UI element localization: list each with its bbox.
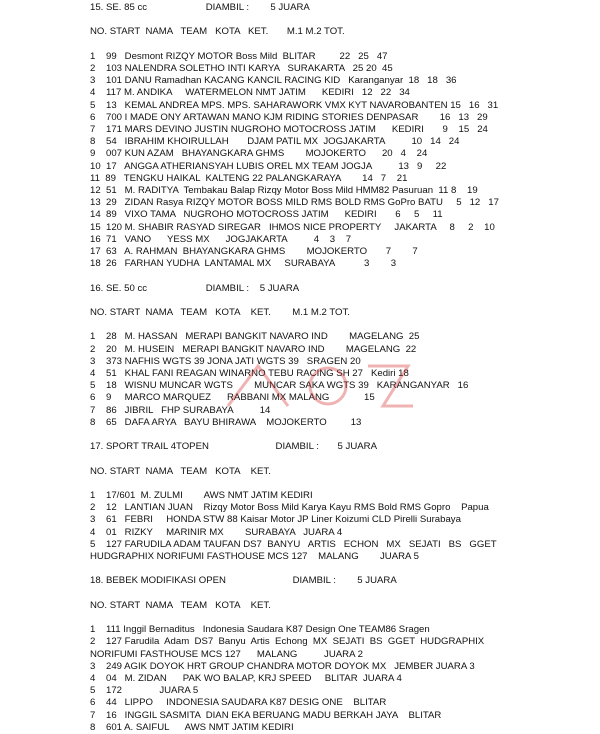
document-line: 1 111 Inggil Bernaditus Indonesia Saudara K87 Design One TEAM86 Sragen (90, 624, 430, 636)
document-line: NO. START NAMA TEAM KOTA KET. M.1 M.2 TOT. (90, 307, 350, 318)
document-line: 5 172 JUARA 5 (90, 685, 199, 697)
document-line: 1 28 M. HASSAN MERAPI BANGKIT NAVARO IND MAGELANG 25 (90, 331, 420, 343)
document-line: 18. BEBEK MODIFIKASI OPEN DIAMBIL : 5 JUARA (90, 575, 397, 587)
document-line: 2 12 LANTIAN JUAN Rizqy Motor Boss Mild Karya Kayu RMS Bold RMS Gopro Papua (90, 502, 489, 514)
document-line: 2 20 M. HUSEIN MERAPI BANGKIT NAVARO IND MAGELANG 22 (90, 343, 417, 355)
document-line: 7 16 INGGIL SASMITA DIAN EKA BERUANG MADU BERKAH JAYA BLITAR (90, 709, 442, 721)
document-line: 4 117 M. ANDIKA WATERMELON NMT JATIM KEDIRI 12 22 34 (90, 87, 410, 99)
document-line: 1 17/601 M. ZULMI AWS NMT JATIM KEDIRI (90, 490, 313, 501)
document-line: NO. START NAMA TEAM KOTA KET. (90, 465, 271, 477)
document-line: NO. START NAMA TEAM KOTA KET. M.1 M.2 TOT. (90, 26, 345, 38)
document-line: 11 89 TENGKU HAIKAL KALTENG 22 PALANGKARAYA 14 7 21 (90, 172, 408, 184)
document-line: 17 63 A. RAHMAN BHAYANGKARA GHMS MOJOKERTO 7 7 (90, 246, 418, 257)
document-line: 15. SE. 85 cc DIAMBIL : 5 JUARA (90, 2, 310, 13)
document-line: 8 54 IBRAHIM KHOIRULLAH DJAM PATIL MX JOGJAKARTA 10 14 24 (90, 136, 460, 148)
document-line: 2 103 NALENDRA SOLETHO INTI KARYA SURAKARTA 25 20 45 (90, 63, 393, 74)
document-line: 4 04 M. ZIDAN PAK WO BALAP, KRJ SPEED BLITAR JUARA 4 (90, 673, 402, 684)
document-line: 10 17 ANGGA ATHERIANSYAH LUBIS OREL MX TEAM JOGJA 13 9 22 (90, 160, 447, 172)
document-line: HUDGRAPHIX NORIFUMI FASTHOUSE MCS 127 MALANG JUARA 5 (90, 551, 419, 562)
document-line: 9 007 KUN AZAM BHAYANGKARA GHMS MOJOKERTO 20 4 24 (90, 148, 428, 160)
document-line: 5 127 FARUDILA ADAM TAUFAN DS7 BANYU ARTIS ECHON MX SEJATI BS GGET (90, 538, 497, 550)
document-line: 18 26 FARHAN YUDHA LANTAMAL MX SURABAYA 3 3 (90, 258, 397, 270)
document-line: 15 120 M. SHABIR RASYAD SIREGAR IHMOS NICE PROPERTY JAKARTA 8 2 10 (90, 221, 495, 233)
document-line: 14 89 VIXO TAMA NUGROHO MOTOCROSS JATIM KEDIRI 6 5 11 (90, 209, 443, 221)
document-line: 17. SPORT TRAIL 4TOPEN DIAMBIL : 5 JUARA (90, 441, 378, 453)
document-line: 12 51 M. RADITYA Tembakau Balap Rizqy Motor Boss Mild HMM82 Pasuruan 11 8 19 (90, 185, 478, 196)
document-line: 16 71 VANO YESS MX JOGJAKARTA 4 3 7 (90, 233, 352, 245)
document-line: 7 86 JIBRIL FHP SURABAYA 14 (90, 404, 271, 416)
document-line: 8 601 A. SAIFUL AWS NMT JATIM KEDIRI (90, 721, 294, 733)
document-line: 13 29 ZIDAN Rasya RIZQY MOTOR BOSS MILD RMS BOLD RMS GoPro BATU 5 12 17 (90, 197, 499, 209)
document-line: 3 249 AGIK DOYOK HRT GROUP CHANDRA MOTOR DOYOK MX JEMBER JUARA 3 (90, 660, 475, 672)
document-line: 4 51 KHAL FANI REAGAN WINARNO TEBU RACING SH 27 Kediri 18 (90, 368, 409, 379)
document-line: 3 101 DANU Ramadhan KACANG KANCIL RACING KID Karanganyar 18 18 36 (90, 75, 457, 87)
document-line: 16. SE. 50 cc DIAMBIL : 5 JUARA (90, 282, 300, 294)
document-line: 7 171 MARS DEVINO JUSTIN NUGROHO MOTOCROSS JATIM KEDIRI 9 15 24 (90, 124, 488, 135)
document-line: NORIFUMI FASTHOUSE MCS 127 MALANG JUARA 2 (90, 648, 363, 660)
document-line: 1 99 Desmont RIZQY MOTOR Boss Mild BLITAR 22 25 47 (90, 50, 388, 62)
document-line: 6 700 I MADE ONY ARTAWAN MANO KJM RIDING STORIES DENPASAR 16 13 29 (90, 111, 488, 123)
document-line: 6 44 LIPPO INDONESIA SAUDARA K87 DESIG ONE BLITAR (90, 697, 387, 709)
document-line: NO. START NAMA TEAM KOTA KET. (90, 599, 271, 611)
document-line: 4 01 RIZKY MARINIR MX SURABAYA JUARA 4 (90, 526, 343, 538)
document-line: 5 18 WISNU MUNCAR WGTS MUNCAR SAKA WGTS 39 KARANGANYAR 16 (90, 380, 469, 392)
document-line: 2 127 Farudila Adam DS7 Banyu Artis Echong MX SEJATI BS GGET HUDGRAPHIX (90, 636, 485, 648)
document-line: 3 373 NAFHIS WGTS 39 JONA JATI WGTS 39 SRAGEN 20 (90, 355, 361, 367)
document-line: 3 61 FEBRI HONDA STW 88 Kaisar Motor JP Liner Koizumi CLD Pirelli Surabaya (90, 514, 461, 526)
document-line: 5 13 KEMAL ANDREA MPS. MPS. SAHARAWORK VMX KYT NAVAROBANTEN 15 16 31 (90, 99, 499, 111)
document-line: 8 65 DAFA ARYA BAYU BHIRAWA MOJOKERTO 13 (90, 416, 362, 428)
document-line: 6 9 MARCO MARQUEZ RABBANI MX MALANG 15 (90, 392, 375, 404)
